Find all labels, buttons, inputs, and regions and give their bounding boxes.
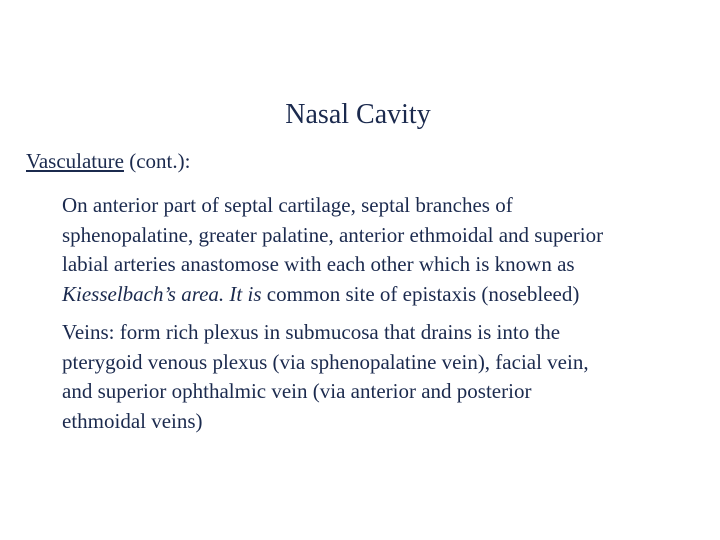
paragraph-line: Veins: form rich plexus in submucosa that drains is into the xyxy=(62,320,561,344)
paragraph-line: On anterior part of septal cartilage, septal branches of xyxy=(62,193,513,217)
paragraph-line: and superior ophthalmic vein (via anterior and posterior xyxy=(62,379,532,403)
slide-title-text: Nasal Cavity xyxy=(285,99,431,130)
paragraph-veins xyxy=(62,318,702,436)
paragraph-line-rest: common site of epistaxis (nosebleed) xyxy=(261,281,580,306)
section-heading-underlined: Vasculature xyxy=(26,149,124,173)
paragraph-line xyxy=(62,280,702,310)
kiesselbach-term: Kiesselbach’s area. It is xyxy=(62,281,262,306)
paragraph-line: ethmoidal veins) xyxy=(62,408,203,433)
slide-title xyxy=(0,98,720,132)
section-heading-rest: (cont.): xyxy=(123,149,191,173)
paragraph-line: labial arteries anastomose with each other which is known as xyxy=(62,252,575,276)
section-heading xyxy=(26,148,190,174)
paragraph-line: sphenopalatine, greater palatine, anterior ethmoidal and superior xyxy=(62,222,604,247)
paragraph-arteries xyxy=(62,191,702,309)
paragraph-line: pterygoid venous plexus (via sphenopalatine vein), facial vein, xyxy=(62,349,589,374)
